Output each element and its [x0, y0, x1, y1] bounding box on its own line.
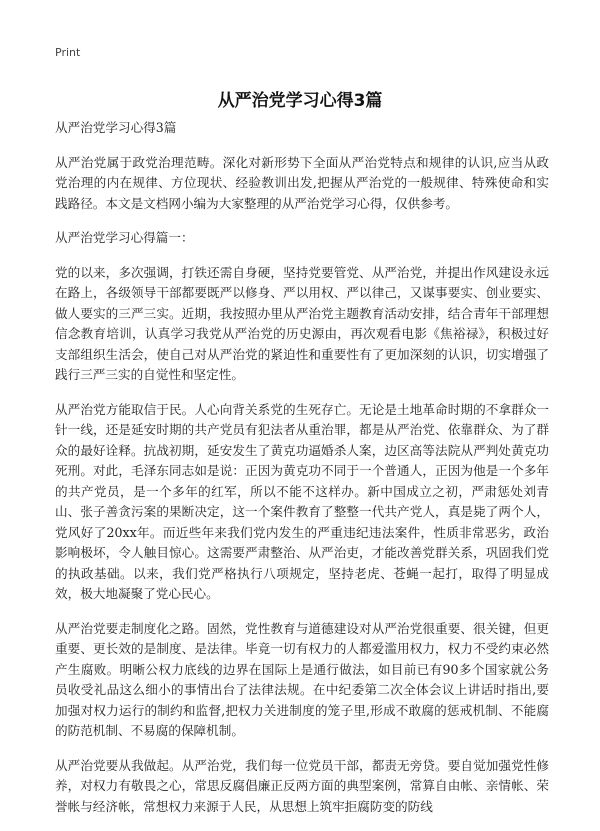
section-heading: 从严治党学习心得篇一：	[55, 230, 194, 245]
document-subtitle: 从严治党学习心得3篇	[55, 120, 177, 135]
page-title: 从严治党学习心得3篇	[217, 91, 383, 111]
body-paragraph: 从严治党方能取信于民。人心向背关系党的生死存亡。无论是土地革命时期的不拿群众一针一线，还是延安时期的共产党员有犯法者从重治罪，都是从严治党、依靠群众、为了群众的最好诠释。抗战初期，延安发生了黄克功逼婚杀人案，边区高等法院从严判处黄克功死刑。对此，毛泽东同志如是说：正因为黄克功不同于一个普通人，正因为他是一个多年的共产党员，是一个多年的红军，所以不能不这样办。新中国成立之初，严肃惩处刘青山、张子善贪污案的果断决定，这一个案件教育了整整一代共产党人，真是毙了两个人，党风好了20xx年。而近些年来我们党内发生的严重违纪违法案件，性质非常恶劣，政治影响极坏，令人触目惊心。这需要严肃整治、从严治吏，才能改善党群关系，巩固我们党的执政基础。以来，我们党严格执行八项规定，坚持老虎、苍蝇一起打，取得了明显成效，极大地凝聚了党心民心。	[55, 401, 549, 601]
body-paragraph: 从严治党要走制度化之路。固然，党性教育与道德建设对从严治党很重要、很关键，但更重要、更长效的是制度、是法律。毕竟一切有权力的人都爱滥用权力，权力不受约束必然产生腐败。明晰公权力底线的边界在国际上是通行做法，如目前已有90多个国家就公务员收受礼品这么细小的事情出台了法律法规。在中纪委第二次全体会议上讲话时指出,要加强对权力运行的制约和监督,把权力关进制度的笼子里,形成不敢腐的惩戒机制、不能腐的防范机制、不易腐的保障机制。	[55, 620, 549, 738]
document-body	[55, 118, 549, 831]
body-paragraph: 党的以来，多次强调，打铁还需自身硬，坚持党要管党、从严治党，并提出作风建设永远在路上，各级领导干部都要既严以修身、严以用权、严以律己，又谋事要实、创业要实、做人要实的三严三实。近期，我按照办里从严治党主题教育活动安排，结合青年干部理想信念教育培训，认真学习我党从严治党的历史源由，再次观看电影《焦裕禄》，积极过好支部组织生活会，使自己对从严治党的紧迫性和重要性有了更加深刻的认识，切实增强了践行三严三实的自觉性和坚定性。	[55, 264, 549, 382]
intro-paragraph: 从严治党属于政党治理范畴。深化对新形势下全面从严治党特点和规律的认识,应当从政党治理的内在规律、方位现状、经验教训出发,把握从严治党的一般规律、特殊使命和实践路径。本文是文档网小编为大家整理的从严治党学习心得，仅供参考。	[55, 154, 549, 211]
print-label: Print	[55, 46, 81, 59]
body-paragraph: 从严治党要从我做起。从严治党，我们每一位党员干部，都责无旁贷。要自觉加强党性修养，对权力有敬畏之心，常思反腐倡廉正反两方面的典型案例，常算自由帐、亲情帐、荣誉帐与经济帐，常想权力来源于人民，从思想上筑牢拒腐防变的防线	[55, 757, 549, 814]
